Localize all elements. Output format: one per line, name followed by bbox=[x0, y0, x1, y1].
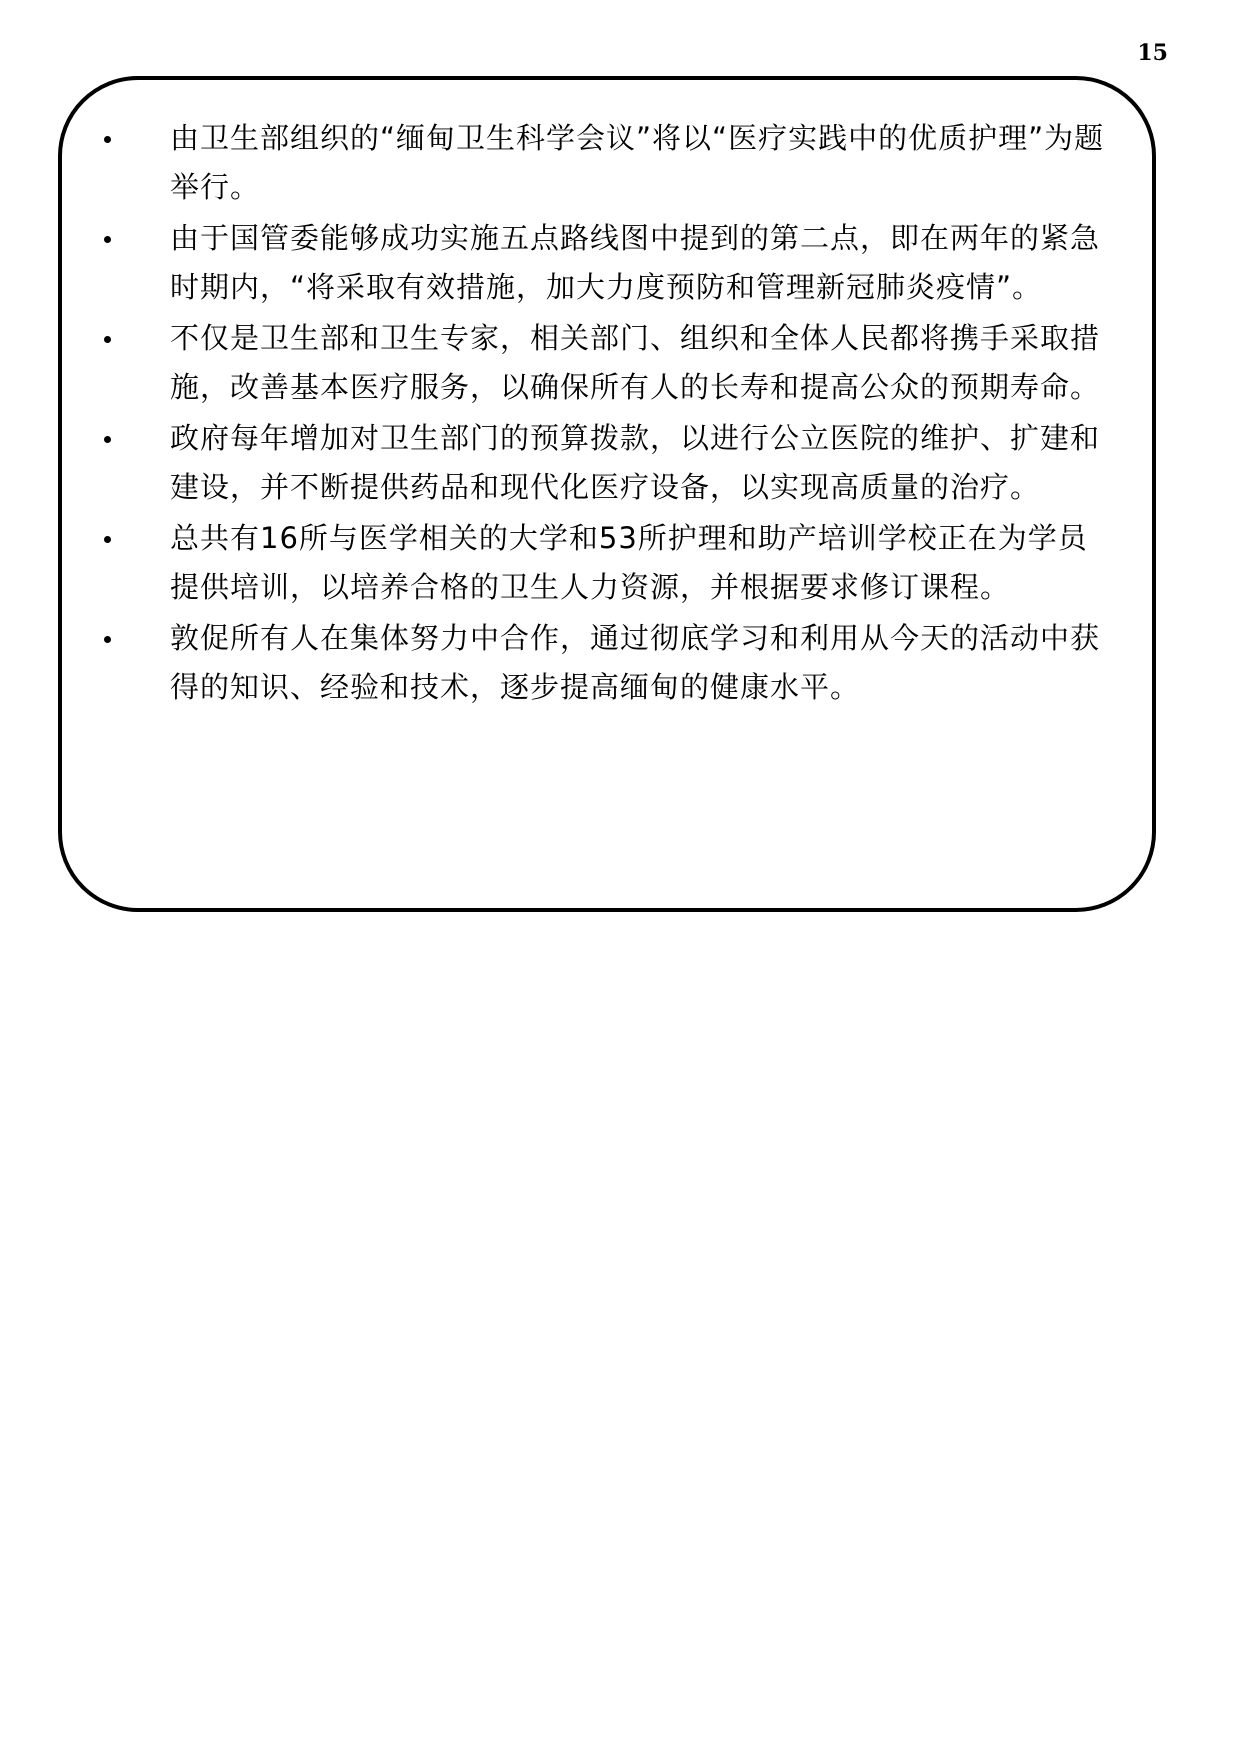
bullet-dot-icon bbox=[104, 436, 111, 443]
list-item-text: 政府每年增加对卫生部门的预算拨款，以进行公立医院的维护、扩建和建设，并不断提供药品和现代化医疗设备，以实现高质量的治疗。 bbox=[170, 421, 1101, 504]
rounded-text-box bbox=[58, 76, 1156, 912]
list-item bbox=[94, 314, 1116, 412]
bullet-dot-icon bbox=[104, 336, 111, 343]
list-item bbox=[94, 114, 1116, 212]
list-item-text: 由于国管委能够成功实施五点路线图中提到的第二点，即在两年的紧急时期内，“将采取有效措施，加大力度预防和管理新冠肺炎疫情”。 bbox=[170, 221, 1101, 304]
list-item bbox=[94, 614, 1116, 712]
list-item bbox=[94, 214, 1116, 312]
list-item-text: 由卫生部组织的“缅甸卫生科学会议”将以“医疗实践中的优质护理”为题举行。 bbox=[170, 121, 1105, 204]
list-item bbox=[94, 414, 1116, 512]
bullet-list bbox=[94, 114, 1116, 712]
list-item-text: 敦促所有人在集体努力中合作，通过彻底学习和利用从今天的活动中获得的知识、经验和技术，逐步提高缅甸的健康水平。 bbox=[170, 621, 1101, 704]
bullet-dot-icon bbox=[104, 536, 111, 543]
bullet-dot-icon bbox=[104, 236, 111, 243]
list-item-text: 总共有16所与医学相关的大学和53所护理和助产培训学校正在为学员提供培训，以培养合格的卫生人力资源，并根据要求修订课程。 bbox=[170, 521, 1088, 604]
bullet-dot-icon bbox=[104, 636, 111, 643]
page-number: 15 bbox=[1137, 40, 1168, 66]
list-item bbox=[94, 514, 1116, 612]
bullet-dot-icon bbox=[104, 136, 111, 143]
list-item-text: 不仅是卫生部和卫生专家，相关部门、组织和全体人民都将携手采取措施，改善基本医疗服务，以确保所有人的长寿和提高公众的预期寿命。 bbox=[170, 321, 1101, 404]
